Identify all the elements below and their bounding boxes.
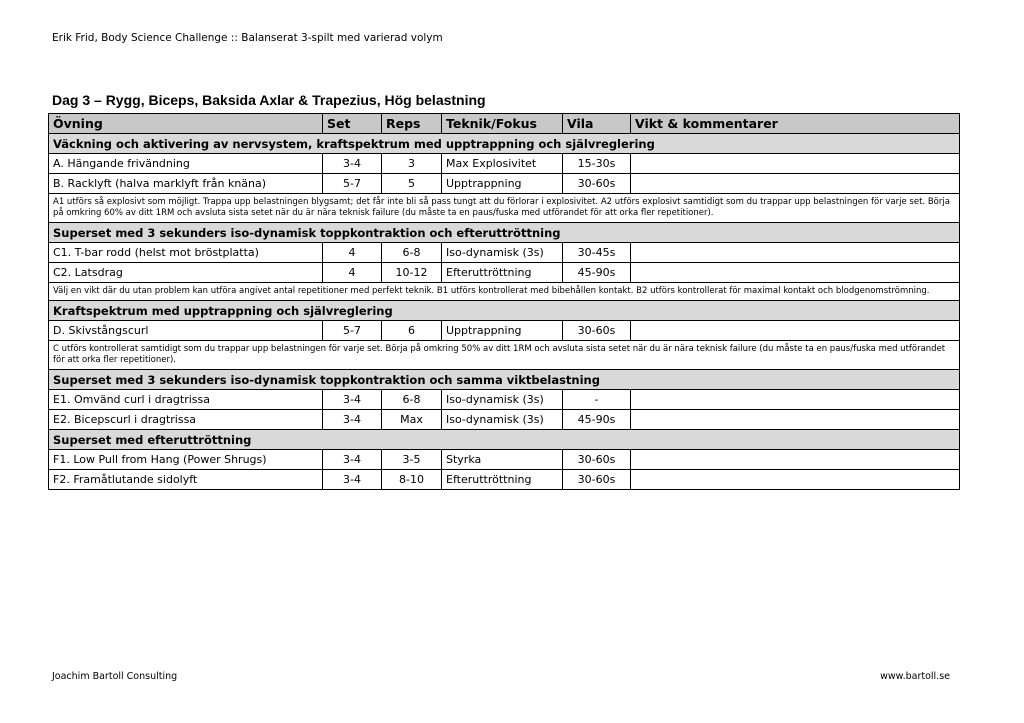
sets-value: 5-7 <box>323 321 382 341</box>
exercise-name: A. Hängande frivändning <box>49 154 323 174</box>
sets-value: 4 <box>323 243 382 263</box>
reps-value: 3-5 <box>382 450 442 470</box>
column-header: Set <box>323 114 382 134</box>
rest-value: 30-60s <box>563 321 631 341</box>
reps-value: 10-12 <box>382 263 442 283</box>
exercise-name: D. Skivstångscurl <box>49 321 323 341</box>
note-text: C utförs kontrollerat samtidigt som du trappar upp belastningen för varje set. Börja på omkring 50% av ditt 1RM och avsluta sista setet när du är nära teknisk failure (du måste ta en paus/fuska med utförandet för att orka fler repetitioner). <box>49 341 960 370</box>
sets-value: 3-4 <box>323 470 382 490</box>
sets-value: 3-4 <box>323 390 382 410</box>
section-title: Superset med 3 sekunders iso-dynamisk toppkontraktion och efteruttröttning <box>49 223 960 243</box>
exercise-name: E2. Bicepscurl i dragtrissa <box>49 410 323 430</box>
reps-value: 6 <box>382 321 442 341</box>
comment-cell <box>631 263 960 283</box>
table-row <box>49 154 960 174</box>
note-row <box>49 194 960 223</box>
comment-cell <box>631 321 960 341</box>
section-header-row <box>49 301 960 321</box>
note-text: Välj en vikt där du utan problem kan utföra angivet antal repetitioner med perfekt teknik. B1 utförs kontrollerat med bibehållen kontakt. B2 utförs kontrollerat för maximal kontakt och blodgenomströmning. <box>49 283 960 301</box>
footer-left: Joachim Bartoll Consulting <box>52 671 178 682</box>
technique-value: Upptrappning <box>442 174 563 194</box>
table-row <box>49 321 960 341</box>
reps-value: 8-10 <box>382 470 442 490</box>
rest-value: - <box>563 390 631 410</box>
technique-value: Iso-dynamisk (3s) <box>442 243 563 263</box>
exercise-name: F2. Framåtlutande sidolyft <box>49 470 323 490</box>
technique-value: Styrka <box>442 450 563 470</box>
reps-value: 6-8 <box>382 243 442 263</box>
note-text: A1 utförs så explosivt som möjligt. Trappa upp belastningen blygsamt; det får inte bli så pass tungt att du förlorar i explosivitet. A2 utförs explosivt samtidigt som du trappar upp belastningen för varje set. Börja på omkring 60% av ditt 1RM och avsluta sista setet när du är nära teknisk failure (du måste ta en paus/fuska med utförandet för att orka fler repetitioner). <box>49 194 960 223</box>
section-header-row <box>49 370 960 390</box>
table-row <box>49 470 960 490</box>
column-header: Vikt & kommentarer <box>631 114 960 134</box>
comment-cell <box>631 243 960 263</box>
column-header: Vila <box>563 114 631 134</box>
technique-value: Upptrappning <box>442 321 563 341</box>
section-title: Kraftspektrum med upptrappning och självreglering <box>49 301 960 321</box>
technique-value: Efteruttröttning <box>442 470 563 490</box>
column-header: Reps <box>382 114 442 134</box>
exercise-name: E1. Omvänd curl i dragtrissa <box>49 390 323 410</box>
technique-value: Iso-dynamisk (3s) <box>442 390 563 410</box>
table-row <box>49 450 960 470</box>
sets-value: 3-4 <box>323 410 382 430</box>
rest-value: 45-90s <box>563 410 631 430</box>
table-header-row <box>49 114 960 134</box>
exercise-name: B. Racklyft (halva marklyft från knäna) <box>49 174 323 194</box>
document-header: Erik Frid, Body Science Challenge :: Balanserat 3-spilt med varierad volym <box>52 32 443 44</box>
table-row <box>49 174 960 194</box>
section-header-row <box>49 223 960 243</box>
exercise-name: C2. Latsdrag <box>49 263 323 283</box>
rest-value: 30-45s <box>563 243 631 263</box>
reps-value: 6-8 <box>382 390 442 410</box>
section-header-row <box>49 134 960 154</box>
reps-value: 3 <box>382 154 442 174</box>
technique-value: Iso-dynamisk (3s) <box>442 410 563 430</box>
section-title: Superset med 3 sekunders iso-dynamisk toppkontraktion och samma viktbelastning <box>49 370 960 390</box>
sets-value: 3-4 <box>323 154 382 174</box>
rest-value: 45-90s <box>563 263 631 283</box>
sets-value: 4 <box>323 263 382 283</box>
reps-value: 5 <box>382 174 442 194</box>
comment-cell <box>631 174 960 194</box>
workout-table <box>48 113 960 490</box>
table-row <box>49 243 960 263</box>
rest-value: 30-60s <box>563 174 631 194</box>
sets-value: 5-7 <box>323 174 382 194</box>
column-header: Teknik/Fokus <box>442 114 563 134</box>
exercise-name: F1. Low Pull from Hang (Power Shrugs) <box>49 450 323 470</box>
comment-cell <box>631 450 960 470</box>
column-header: Övning <box>49 114 323 134</box>
technique-value: Efteruttröttning <box>442 263 563 283</box>
comment-cell <box>631 470 960 490</box>
comment-cell <box>631 154 960 174</box>
section-title: Superset med efteruttröttning <box>49 430 960 450</box>
table-row <box>49 390 960 410</box>
table-row <box>49 410 960 430</box>
comment-cell <box>631 410 960 430</box>
technique-value: Max Explosivitet <box>442 154 563 174</box>
note-row <box>49 283 960 301</box>
footer-right: www.bartoll.se <box>880 671 950 682</box>
sets-value: 3-4 <box>323 450 382 470</box>
table-body <box>49 134 960 490</box>
rest-value: 15-30s <box>563 154 631 174</box>
rest-value: 30-60s <box>563 470 631 490</box>
reps-value: Max <box>382 410 442 430</box>
section-title: Väckning och aktivering av nervsystem, kraftspektrum med upptrappning och självreglering <box>49 134 960 154</box>
rest-value: 30-60s <box>563 450 631 470</box>
exercise-name: C1. T-bar rodd (helst mot bröstplatta) <box>49 243 323 263</box>
page-title: Dag 3 – Rygg, Biceps, Baksida Axlar & Trapezius, Hög belastning <box>52 92 486 108</box>
comment-cell <box>631 390 960 410</box>
note-row <box>49 341 960 370</box>
table-row <box>49 263 960 283</box>
section-header-row <box>49 430 960 450</box>
